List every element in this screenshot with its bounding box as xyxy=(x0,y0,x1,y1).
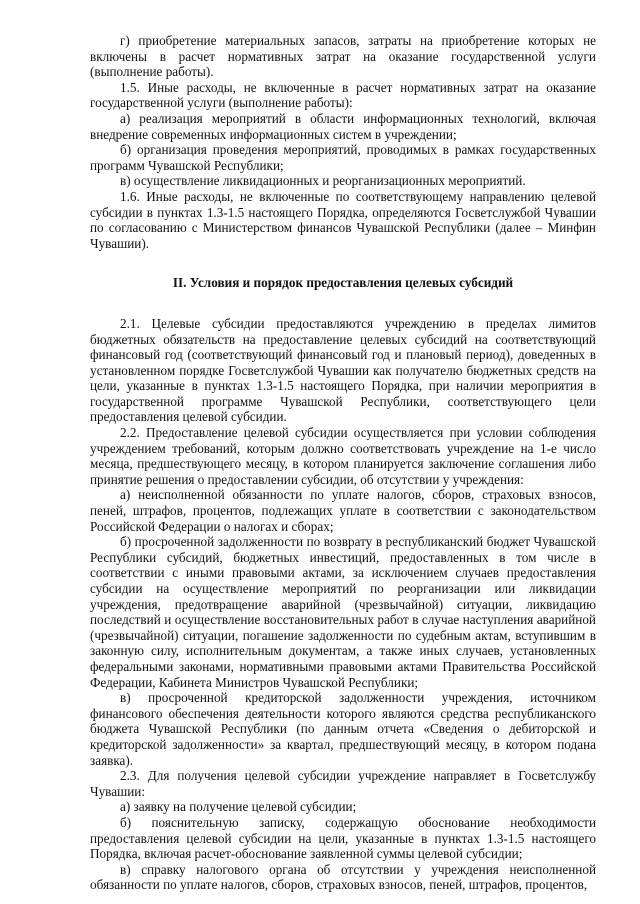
paragraph: 2.2. Предоставление целевой субсидии осуществляется при условии соблюдения учреждением требований, которым должно соответствовать учреждение на 1-е число месяца, предшествующего месяцу, в котором планируется заключение соглашения либо принятие решения о предоставлении субсидии, об отсутствии у учреждения: xyxy=(90,425,596,487)
paragraph: б) организация проведения мероприятий, проводимых в рамках государственных программ Чувашской Республики; xyxy=(90,142,596,173)
paragraph: б) пояснительную записку, содержащую обоснование необходимости предоставления целевой субсидии на цели, указанные в пунктах 1.3-1.5 настоящего Порядка, включая расчет-обоснование заявленной суммы целевой субсидии; xyxy=(90,814,596,862)
paragraph: 1.5. Иные расходы, не включенные в расчет нормативных затрат на оказание государственной услуги (выполнение работы): xyxy=(90,79,596,111)
paragraph: 2.1. Целевые субсидии предоставляются учреждению в пределах лимитов бюджетных обязательств на предоставление целевых субсидий на соответствующий финансовый год (соответствующий финансовый год и плановый период), доведенных в установленном порядке Госветслужбой Чувашии как получателю бюджетных средств на цели, указанные в пунктах 1.3-1.5 настоящего Порядка, при наличии мероприятия в государственной программе Чувашской Республики, соответствующего цели предоставления целевой субсидии. xyxy=(90,315,596,425)
paragraph: в) справку налогового органа об отсутствии у учреждения неисполненной обязанности по уплате налогов, сборов, страховых взносов, пеней, штрафов, процентов, xyxy=(90,861,596,893)
section-heading: II. Условия и порядок предоставления целевых субсидий xyxy=(172,275,514,291)
paragraph: 2.3. Для получения целевой субсидии учреждение направляет в Госветслужбу Чувашии: xyxy=(90,768,596,799)
paragraph: в) просроченной кредиторской задолженности учреждения, источником финансового обеспечения деятельности которого являются средства республиканского бюджета Чувашской Республики (по данным отчета «Сведения о дебиторской и кредиторской задолженности» за квартал, предшествующий месяцу, в котором подана заявка). xyxy=(90,690,596,768)
paragraph: в) осуществление ликвидационных и реорганизационных мероприятий. xyxy=(120,173,526,189)
paragraph: б) просроченной задолженности по возврату в республиканский бюджет Чувашской Республики субсидий, бюджетных инвестиций, предоставленных в том числе в соответствии с иными правовыми актами, за исключением случаев предоставления субсидии на осуществление мероприятий по реорганизации или ликвидации учреждения, предотвращение аварийной (чрезвычайной) ситуации, ликвидацию последствий и осуществление восстановительных работ в случае наступления аварийной (чрезвычайной) ситуации, погашение задолженности по судебным актам, вступившим в законную силу, исполнительным документам, а также иных случаев, установленных федеральными законами, нормативными правовыми актами Правительства Российской Федерации, Кабинета Министров Чувашской Республики; xyxy=(90,534,596,690)
paragraph: а) заявку на получение целевой субсидии; xyxy=(120,799,357,815)
paragraph: а) неисполненной обязанности по уплате налогов, сборов, страховых взносов, пеней, штрафов, процентов, подлежащих уплате в соответствии с законодательством Российской Федерации о налогах и сборах; xyxy=(90,487,596,534)
document-body xyxy=(90,33,596,893)
paragraph: 1.6. Иные расходы, не включенные по соответствующему направлению целевой субсидии в пунктах 1.3-1.5 настоящего Порядка, определяются Госветслужбой Чувашии по согласованию с Министерством финансов Чувашской Республики (далее – Минфин Чувашии). xyxy=(90,188,596,251)
paragraph: г) приобретение материальных запасов, затраты на приобретение которых не включены в расчет нормативных затрат на оказание государственной услуги (выполнение работы). xyxy=(90,33,596,80)
paragraph: а) реализация мероприятий в области информационных технологий, включая внедрение современных информационных систем в учреждении; xyxy=(90,110,596,142)
